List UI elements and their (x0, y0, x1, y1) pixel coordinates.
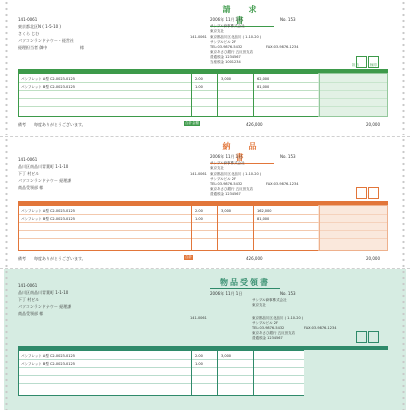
invoice-sheet (4, 0, 406, 135)
tractor-holes-right (401, 0, 406, 135)
item-1-price: 3,000 (221, 77, 232, 81)
recipient-postal: 141-0061 (18, 157, 38, 162)
delivery-title: 納 品 書 (210, 141, 274, 164)
issuer-company: サンプル商事株式会社 (210, 24, 245, 28)
recipient-address: 東京都北区N ( 1-5-10 ) (18, 24, 61, 29)
item-2-qty: 1.00 (195, 362, 203, 366)
recipient-postal: 141-0061 (18, 17, 38, 22)
remarks-label: 備考 (18, 256, 26, 261)
recipient-line2: 下丁 村ビル (18, 171, 40, 176)
issuer-company: サンプル商事株式会社 (252, 298, 287, 302)
issuer-dept: 東京支社 (252, 303, 266, 307)
issuer-bank1: 東京あさひ銀行 五反田支店 (210, 187, 254, 191)
issuer-address: 東京都品川区北品川 ( 1-10-20 ) (210, 172, 262, 176)
total-value: 426,000 (246, 122, 263, 127)
stamp-box-kenin (368, 331, 379, 343)
item-1-amount: 62,000 (257, 77, 270, 81)
item-2-qty: 1.00 (195, 217, 203, 221)
issuer-tel: TEL:03-9876-5432 (252, 326, 285, 330)
recipient-honorific: 様 (80, 45, 84, 50)
delivery-doc-no: No. 153 (280, 154, 296, 159)
recipient-line2: 下丁 村ビル (18, 297, 40, 302)
recipient-line2: さくら じむ (18, 31, 40, 36)
item-1-name: パンフレット A型 C2-0023-0125 (21, 209, 75, 213)
recipient-address: 品川区南品川青葉町 1-1-10 (18, 164, 69, 169)
recipient-line4: 商品受領部 様 (18, 311, 44, 316)
invoice-title: 請 求 書 (210, 4, 274, 27)
item-1-qty: 2.00 (195, 209, 203, 213)
item-1-qty: 2.00 (195, 354, 203, 358)
recipient-line3: パソコンランドナウー・経営社 (18, 38, 74, 43)
issuer-fax: FAX:03-9876-1234 (266, 45, 299, 49)
item-2-qty: 1.00 (195, 85, 203, 89)
invoice-date: 2006年 11月 1日 (210, 17, 243, 22)
remarks-label: 備考 (18, 122, 26, 127)
issuer-tel: TEL:03-9876-5432 (210, 45, 243, 49)
tractor-holes-left (4, 137, 9, 267)
tractor-holes-left (4, 269, 9, 410)
recipient-line3: パソコンランドナウー 経理課 (18, 304, 72, 309)
tractor-holes-right (401, 269, 406, 410)
item-1-name: パンフレット A型 C2-0023-0125 (21, 354, 75, 358)
stamp-label-tanto: 担当 (352, 63, 359, 67)
issuer-company: サンプル商事株式会社 (210, 161, 245, 165)
issuer-postal: 141-0061 (190, 35, 207, 39)
item-1-price: 3,000 (221, 354, 232, 358)
tax-value: 20,000 (366, 256, 380, 261)
recipient-line3: パソコンランドナウー 経理課 (18, 178, 72, 183)
issuer-dept: 東京支社 (210, 29, 224, 33)
issuer-fax: FAX:03-9876-1234 (266, 182, 299, 186)
amount-column-shade (318, 205, 388, 251)
issuer-building: サンプルビル 2F (210, 40, 237, 44)
issuer-address: 東京都品川区北品川 ( 1-10-20 ) (210, 35, 262, 39)
issuer-postal: 141-0061 (190, 316, 207, 320)
tractor-holes-left (4, 0, 9, 135)
receipt-date: 2006年 11月 1日 (210, 291, 243, 296)
item-2-name: パンフレット B型 C2-0023-0125 (21, 85, 75, 89)
issuer-bank2: 普通預金 1234567 (252, 336, 283, 340)
remarks-text: 毎度ありがとうございます。 (34, 122, 86, 127)
issuer-bank3: 当座預金 1001234 (210, 60, 241, 64)
issuer-fax: FAX:03-9876-1234 (304, 326, 337, 330)
delivery-sheet (4, 137, 406, 267)
item-1-price: 3,000 (221, 209, 232, 213)
total-value: 426,000 (246, 256, 263, 261)
tractor-holes-right (401, 137, 406, 267)
issuer-bank1: 東京あさひ銀行 五反田支店 (210, 50, 254, 54)
delivery-date: 2006年 11月 1日 (210, 154, 243, 159)
stamp-box-tanto (356, 187, 367, 199)
recipient-line4: 商品受領部 様 (18, 185, 44, 190)
stamp-box-kenin (368, 187, 379, 199)
amount-column-shade (318, 73, 388, 117)
issuer-bank2: 普通預金 1234567 (210, 192, 241, 196)
stamp-label-kenin: 検印 (370, 63, 377, 67)
issuer-postal: 141-0061 (190, 172, 207, 176)
stamp-box-tanto (356, 331, 367, 343)
recipient-postal: 141-0061 (18, 283, 38, 288)
issuer-building: サンプルビル 2F (210, 177, 237, 181)
tax-value: 20,000 (366, 122, 380, 127)
recipient-line4: 経理担当者 御中 (18, 45, 48, 50)
issuer-address: 東京都品川区北品川 ( 1-10-20 ) (252, 316, 304, 320)
receipt-doc-no: No. 153 (280, 291, 296, 296)
total-label: 合計金額 (185, 121, 199, 125)
item-2-amount: 81,000 (257, 217, 270, 221)
issuer-building: サンプルビル 2F (252, 321, 279, 325)
receipt-sheet (4, 269, 406, 410)
item-1-qty: 2.00 (195, 77, 203, 81)
receipt-title: 物品受領書 (210, 277, 280, 289)
item-1-name: パンフレット A型 C2-0023-0125 (21, 77, 75, 81)
recipient-address: 品川区南品川青葉町 1-1-10 (18, 290, 69, 295)
item-1-amount: 162,000 (257, 209, 272, 213)
issuer-bank2: 普通預金 1234567 (210, 55, 241, 59)
item-2-name: パンフレット B型 C2-0023-0125 (21, 217, 75, 221)
issuer-bank1: 東京あさひ銀行 五反田支店 (252, 331, 296, 335)
item-2-name: パンフレット B型 C2-0023-0125 (21, 362, 75, 366)
total-label: 合計 (185, 255, 192, 259)
remarks-text: 毎度ありがとうございます。 (34, 256, 86, 261)
invoice-doc-no: No. 153 (280, 17, 296, 22)
issuer-tel: TEL:03-9876-5432 (210, 182, 243, 186)
amount-column-shade (304, 350, 388, 396)
item-2-amount: 81,000 (257, 85, 270, 89)
issuer-dept: 東京支社 (210, 166, 224, 170)
